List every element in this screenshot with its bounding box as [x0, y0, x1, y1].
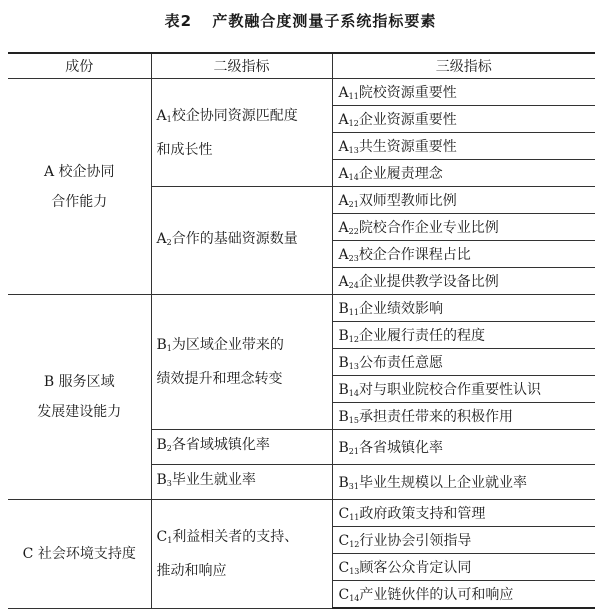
- level2-indicator-cell: [151, 295, 332, 430]
- level2-indicator-cell: [151, 465, 332, 500]
- cell-text-line: 各省域城镇化率: [171, 437, 270, 453]
- level3-text: 公布责任意愿: [358, 355, 443, 371]
- level3-text: 企业绩效影响: [358, 301, 443, 317]
- component-cell: [8, 500, 151, 609]
- cell-text-line: 校企协同资源匹配度: [171, 107, 298, 124]
- level3-text: 承担责任带来的积极作用: [358, 409, 513, 425]
- level3-text: 企业提供教学设备比例: [358, 274, 499, 290]
- level3-code: $C_{11}$: [338, 506, 360, 522]
- cell-text-line: 合作的基础资源数量: [171, 230, 298, 247]
- cell-text-line: 绩效提升和理念转变: [156, 371, 283, 387]
- table-row: [8, 295, 595, 322]
- level3-code: $A_{14}$: [338, 166, 359, 182]
- cell-text-line: 利益相关者的支持、: [172, 528, 299, 545]
- level3-indicator-cell: [332, 268, 595, 295]
- level3-text: 产业链伙伴的认可和响应: [359, 587, 514, 603]
- header-component: 成份: [8, 53, 151, 79]
- component-cell: [8, 79, 151, 295]
- header-level3: 三级指标: [332, 53, 595, 79]
- level3-text: 企业资源重要性: [358, 112, 457, 128]
- level3-indicator-cell: [332, 241, 595, 268]
- component-cell: [8, 295, 151, 500]
- level3-indicator-cell: [332, 581, 595, 609]
- cell-text-line: 毕业生就业率: [171, 472, 256, 488]
- level3-text: 顾客公众肯定认同: [359, 560, 472, 576]
- cell-text-line: 合作能力: [51, 193, 108, 210]
- level3-code: $B_{31}$: [338, 475, 359, 491]
- level2-code: $B_2$: [156, 437, 172, 453]
- level3-indicator-cell: [332, 79, 595, 106]
- level3-code: $A_{21}$: [338, 193, 359, 209]
- level3-code: $C_{12}$: [338, 533, 360, 549]
- table-body: [8, 79, 595, 609]
- level3-text: 企业履责理念: [358, 166, 443, 182]
- level2-code: $C_1$: [156, 528, 173, 545]
- level3-indicator-cell: [332, 214, 595, 241]
- level2-code: $A_2$: [156, 230, 172, 247]
- level3-indicator-cell: [332, 322, 595, 349]
- level3-code: $A_{24}$: [338, 274, 359, 290]
- level3-indicator-cell: [332, 554, 595, 581]
- level3-indicator-cell: [332, 376, 595, 403]
- cell-text-line: 发展建设能力: [37, 404, 122, 420]
- cell-text-line: C 社会环境支持度: [22, 545, 136, 562]
- level3-code: $B_{21}$: [338, 440, 359, 456]
- level3-text: 行业协会引领指导: [359, 533, 472, 549]
- level3-code: $A_{11}$: [338, 85, 359, 101]
- level3-indicator-cell: [332, 465, 595, 500]
- cell-text-line: 为区域企业带来的: [171, 337, 284, 353]
- level3-indicator-cell: [332, 133, 595, 160]
- level3-code: $B_{14}$: [338, 382, 359, 398]
- cell-text-line: 推动和响应: [156, 562, 227, 579]
- level3-indicator-cell: [332, 430, 595, 465]
- indicator-table: [8, 52, 595, 609]
- cell-text-line: B 服务区域: [43, 374, 115, 390]
- level3-indicator-cell: [332, 295, 595, 322]
- level3-text: 院校合作企业专业比例: [358, 220, 499, 236]
- level2-indicator-cell: [151, 500, 332, 609]
- level3-code: $A_{12}$: [338, 112, 359, 128]
- level3-indicator-cell: [332, 403, 595, 430]
- level3-code: $A_{23}$: [338, 247, 359, 263]
- header-level2: 二级指标: [151, 53, 332, 79]
- level3-text: 校企合作课程占比: [358, 247, 471, 263]
- table-number: 表2: [164, 12, 193, 30]
- level3-text: 共生资源重要性: [358, 139, 457, 155]
- level3-code: $B_{13}$: [338, 355, 359, 371]
- level3-text: 对与职业院校合作重要性认识: [358, 382, 541, 398]
- level3-code: $C_{14}$: [338, 587, 360, 603]
- table-row: [8, 79, 595, 106]
- level2-code: $B_3$: [156, 472, 172, 488]
- level3-text: 院校资源重要性: [358, 85, 457, 101]
- level3-text: 政府政策支持和管理: [359, 506, 486, 522]
- level3-code: $A_{22}$: [338, 220, 359, 236]
- table-caption: [0, 10, 601, 31]
- level3-indicator-cell: [332, 187, 595, 214]
- level3-text: 企业履行责任的程度: [358, 328, 485, 344]
- level2-code: $B_1$: [156, 337, 172, 353]
- level3-indicator-cell: [332, 527, 595, 554]
- level3-indicator-cell: [332, 160, 595, 187]
- level2-indicator-cell: [151, 79, 332, 187]
- level3-code: $B_{12}$: [338, 328, 359, 344]
- level3-text: 各省城镇化率: [358, 440, 443, 456]
- level3-code: $A_{13}$: [338, 139, 359, 155]
- level3-code: $B_{11}$: [338, 301, 359, 317]
- level3-code: $B_{15}$: [338, 409, 359, 425]
- table-row: [8, 500, 595, 527]
- level2-code: $A_1$: [156, 107, 172, 124]
- table-title: 产教融合度测量子系统指标要素: [212, 12, 437, 30]
- level3-code: $C_{13}$: [338, 560, 360, 576]
- level2-indicator-cell: [151, 430, 332, 465]
- level3-text: 双师型教师比例: [358, 193, 457, 209]
- header-row: [8, 53, 595, 79]
- level2-indicator-cell: [151, 187, 332, 295]
- cell-text-line: A 校企协同: [43, 163, 115, 180]
- level3-indicator-cell: [332, 500, 595, 527]
- level3-text: 毕业生规模以上企业就业率: [358, 475, 527, 491]
- level3-indicator-cell: [332, 349, 595, 376]
- cell-text-line: 和成长性: [156, 141, 213, 158]
- level3-indicator-cell: [332, 106, 595, 133]
